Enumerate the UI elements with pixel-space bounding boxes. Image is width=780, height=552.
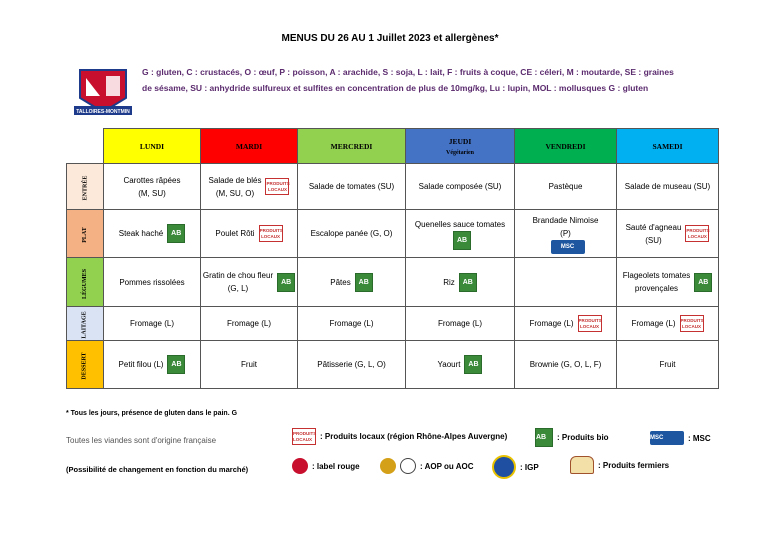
legend-msc-text: : MSC xyxy=(688,433,711,443)
menu-item: Carottes râpées (M, SU) xyxy=(123,175,181,198)
menu-item: Brownie (G, O, L, F) xyxy=(529,360,602,369)
menu-item: Steak haché xyxy=(118,229,164,238)
menu-cell xyxy=(104,258,201,307)
legend-msc xyxy=(650,431,711,445)
menu-item: Fromage (L) xyxy=(437,319,482,328)
menu-item: Fromage (L) xyxy=(329,319,374,328)
bio-icon: AB xyxy=(355,273,373,292)
label-rouge-icon xyxy=(292,458,308,474)
allergen-legend: G : gluten, C : crustacés, O : œuf, P : poisson, A : arachide, S : soja, L : lait, F : fruits à coque, CE : céleri, M : moutarde, SE : graines de sésame, SU : anhydride sulfureux et sulfites en concentration de plus de 10mg/kg, Lu : lupin, MOL : mollusques G : gluten xyxy=(142,67,674,93)
course-label-cell xyxy=(67,258,104,307)
menu-row xyxy=(67,210,719,258)
menu-cell xyxy=(406,164,515,210)
bio-icon: AB xyxy=(694,273,712,292)
legend-label-rouge xyxy=(292,458,360,474)
menu-cell xyxy=(515,258,617,307)
legend-aop xyxy=(380,458,473,474)
menu-item: Yaourt xyxy=(437,360,461,369)
menu-cell xyxy=(515,210,617,258)
menu-cell xyxy=(406,341,515,389)
course-label: LAITAGE xyxy=(81,311,88,339)
legend-local-text: : Produits locaux (région Rhône-Alpes Auvergne) xyxy=(320,432,508,441)
bio-icon: AB xyxy=(535,428,553,447)
course-label: PLAT xyxy=(82,227,88,243)
menu-item: Fromage (L) xyxy=(529,319,574,328)
day-header-samedi xyxy=(617,129,719,164)
menu-cell xyxy=(617,258,719,307)
local-products-icon: PRODUITS LOCAUX xyxy=(685,225,709,242)
course-label-cell xyxy=(67,341,104,389)
day-sublabel: Végétarien xyxy=(446,149,474,156)
menu-cell xyxy=(104,341,201,389)
local-products-icon: PRODUITS LOCAUX xyxy=(265,178,289,195)
day-header-mercredi xyxy=(298,129,406,164)
menu-row xyxy=(67,258,719,307)
day-label: MERCREDI xyxy=(330,141,373,151)
menu-item: Fruit xyxy=(659,360,676,369)
menu-cell xyxy=(104,307,201,341)
menu-cell xyxy=(298,164,406,210)
legend-igp xyxy=(492,455,539,479)
day-header-mardi xyxy=(201,129,298,164)
menu-item: Pastèque xyxy=(548,182,583,191)
menu-cell xyxy=(104,210,201,258)
menu-cell xyxy=(298,341,406,389)
course-label-cell xyxy=(67,164,104,210)
msc-icon: MSC xyxy=(551,240,585,254)
menu-cell xyxy=(617,164,719,210)
menu-item: Escalope panée (G, O) xyxy=(310,229,393,238)
menu-item: Quenelles sauce tomates xyxy=(414,219,506,229)
local-products-icon: PRODUITS LOCAUX xyxy=(680,315,704,332)
legend-bio-text: : Produits bio xyxy=(557,433,609,442)
menu-item: Petit filou (L) xyxy=(118,360,164,369)
bio-icon: AB xyxy=(464,355,482,374)
menu-item: Fromage (L) xyxy=(631,319,676,328)
menu-row xyxy=(67,341,719,389)
meat-origin-note: Toutes les viandes sont d'origine française xyxy=(66,436,217,445)
legend-fermiers-text: : Produits fermiers xyxy=(598,460,670,470)
menu-item: Flageolets tomates provençales xyxy=(622,271,691,293)
day-header-jeudi xyxy=(406,129,515,164)
legend-igp-text: : IGP xyxy=(520,462,539,472)
day-header-lundi xyxy=(104,129,201,164)
local-products-icon: PRODUITS LOCAUX xyxy=(292,428,316,445)
day-label: VENDREDI xyxy=(545,141,586,151)
menu-cell xyxy=(515,307,617,341)
market-change-note: (Possibilité de changement en fonction du marché) xyxy=(66,465,249,474)
legend-bio xyxy=(535,428,609,447)
bio-icon: AB xyxy=(167,355,185,374)
menu-item: Brandade Nimoise (P) xyxy=(532,215,599,238)
legend-aop-text: : AOP ou AOC xyxy=(420,461,474,471)
menu-item: Fromage (L) xyxy=(129,319,174,328)
menu-item: Pâtes xyxy=(330,277,351,287)
course-label: LÉGUMES xyxy=(81,268,88,299)
header-row xyxy=(67,129,719,164)
course-label-cell xyxy=(67,210,104,258)
msc-icon: MSC xyxy=(650,431,684,445)
menu-cell xyxy=(617,341,719,389)
menu-item: Pâtisserie (G, L, O) xyxy=(317,360,386,369)
bio-icon: AB xyxy=(459,273,477,292)
course-label: ENTRÉE xyxy=(82,175,88,201)
menu-item: Gratin de chou fleur (G, L) xyxy=(202,271,274,293)
menu-item: Sauté d'agneau (SU) xyxy=(625,222,682,245)
menu-item: Salade de museau (SU) xyxy=(624,182,711,191)
aop-icon xyxy=(380,458,396,474)
menu-item: Fromage (L) xyxy=(226,319,271,328)
menu-cell xyxy=(406,307,515,341)
menu-item: Riz xyxy=(443,277,455,287)
menu-cell xyxy=(406,210,515,258)
menu-cell xyxy=(406,258,515,307)
menu-item: Salade de tomates (SU) xyxy=(308,182,395,191)
commune-logo xyxy=(72,68,134,120)
aoc-icon xyxy=(400,458,416,474)
corner-cell xyxy=(67,129,104,164)
local-products-icon: PRODUITS LOCAUX xyxy=(259,225,283,242)
menu-item: Fruit xyxy=(241,360,257,369)
bio-icon: AB xyxy=(167,224,185,243)
bio-icon: AB xyxy=(277,273,295,292)
menu-cell xyxy=(298,210,406,258)
menu-cell xyxy=(617,307,719,341)
page-title: MENUS DU 26 AU 1 Juillet 2023 et allergènes* xyxy=(281,33,499,44)
gluten-footnote: * Tous les jours, présence de gluten dans le pain. G xyxy=(66,410,238,417)
menu-cell xyxy=(298,258,406,307)
course-label: DESSERT xyxy=(81,352,88,380)
menu-cell xyxy=(104,164,201,210)
menu-cell xyxy=(617,210,719,258)
day-label: LUNDI xyxy=(139,141,165,151)
logo-text: TALLOIRES-MONTMIN xyxy=(76,109,130,115)
day-label: MARDI xyxy=(235,141,263,151)
menu-cell xyxy=(201,307,298,341)
menu-row xyxy=(67,307,719,341)
menu-table xyxy=(66,128,719,389)
legend-local xyxy=(292,428,507,445)
menu-item: Pommes rissolées xyxy=(119,277,185,287)
menu-cell xyxy=(515,341,617,389)
course-label-cell xyxy=(67,307,104,341)
menu-item: Poulet Rôti xyxy=(215,229,255,238)
menu-cell xyxy=(201,258,298,307)
menu-cell xyxy=(201,164,298,210)
local-products-icon: PRODUITS LOCAUX xyxy=(578,315,602,332)
menu-item: Salade composée (SU) xyxy=(418,182,502,191)
legend-fermiers xyxy=(570,456,669,474)
day-label: SAMEDI xyxy=(652,141,683,151)
menu-cell xyxy=(515,164,617,210)
bio-icon: AB xyxy=(453,231,471,250)
menu-cell xyxy=(201,341,298,389)
farm-products-icon xyxy=(570,456,594,474)
day-label: JEUDI xyxy=(448,136,472,146)
menu-item: Salade de blés (M, SU, O) xyxy=(208,175,262,198)
day-header-vendredi xyxy=(515,129,617,164)
igp-icon xyxy=(492,455,516,479)
menu-cell xyxy=(201,210,298,258)
legend-label-rouge-text: : label rouge xyxy=(312,461,360,471)
menu-cell xyxy=(298,307,406,341)
menu-row xyxy=(67,164,719,210)
